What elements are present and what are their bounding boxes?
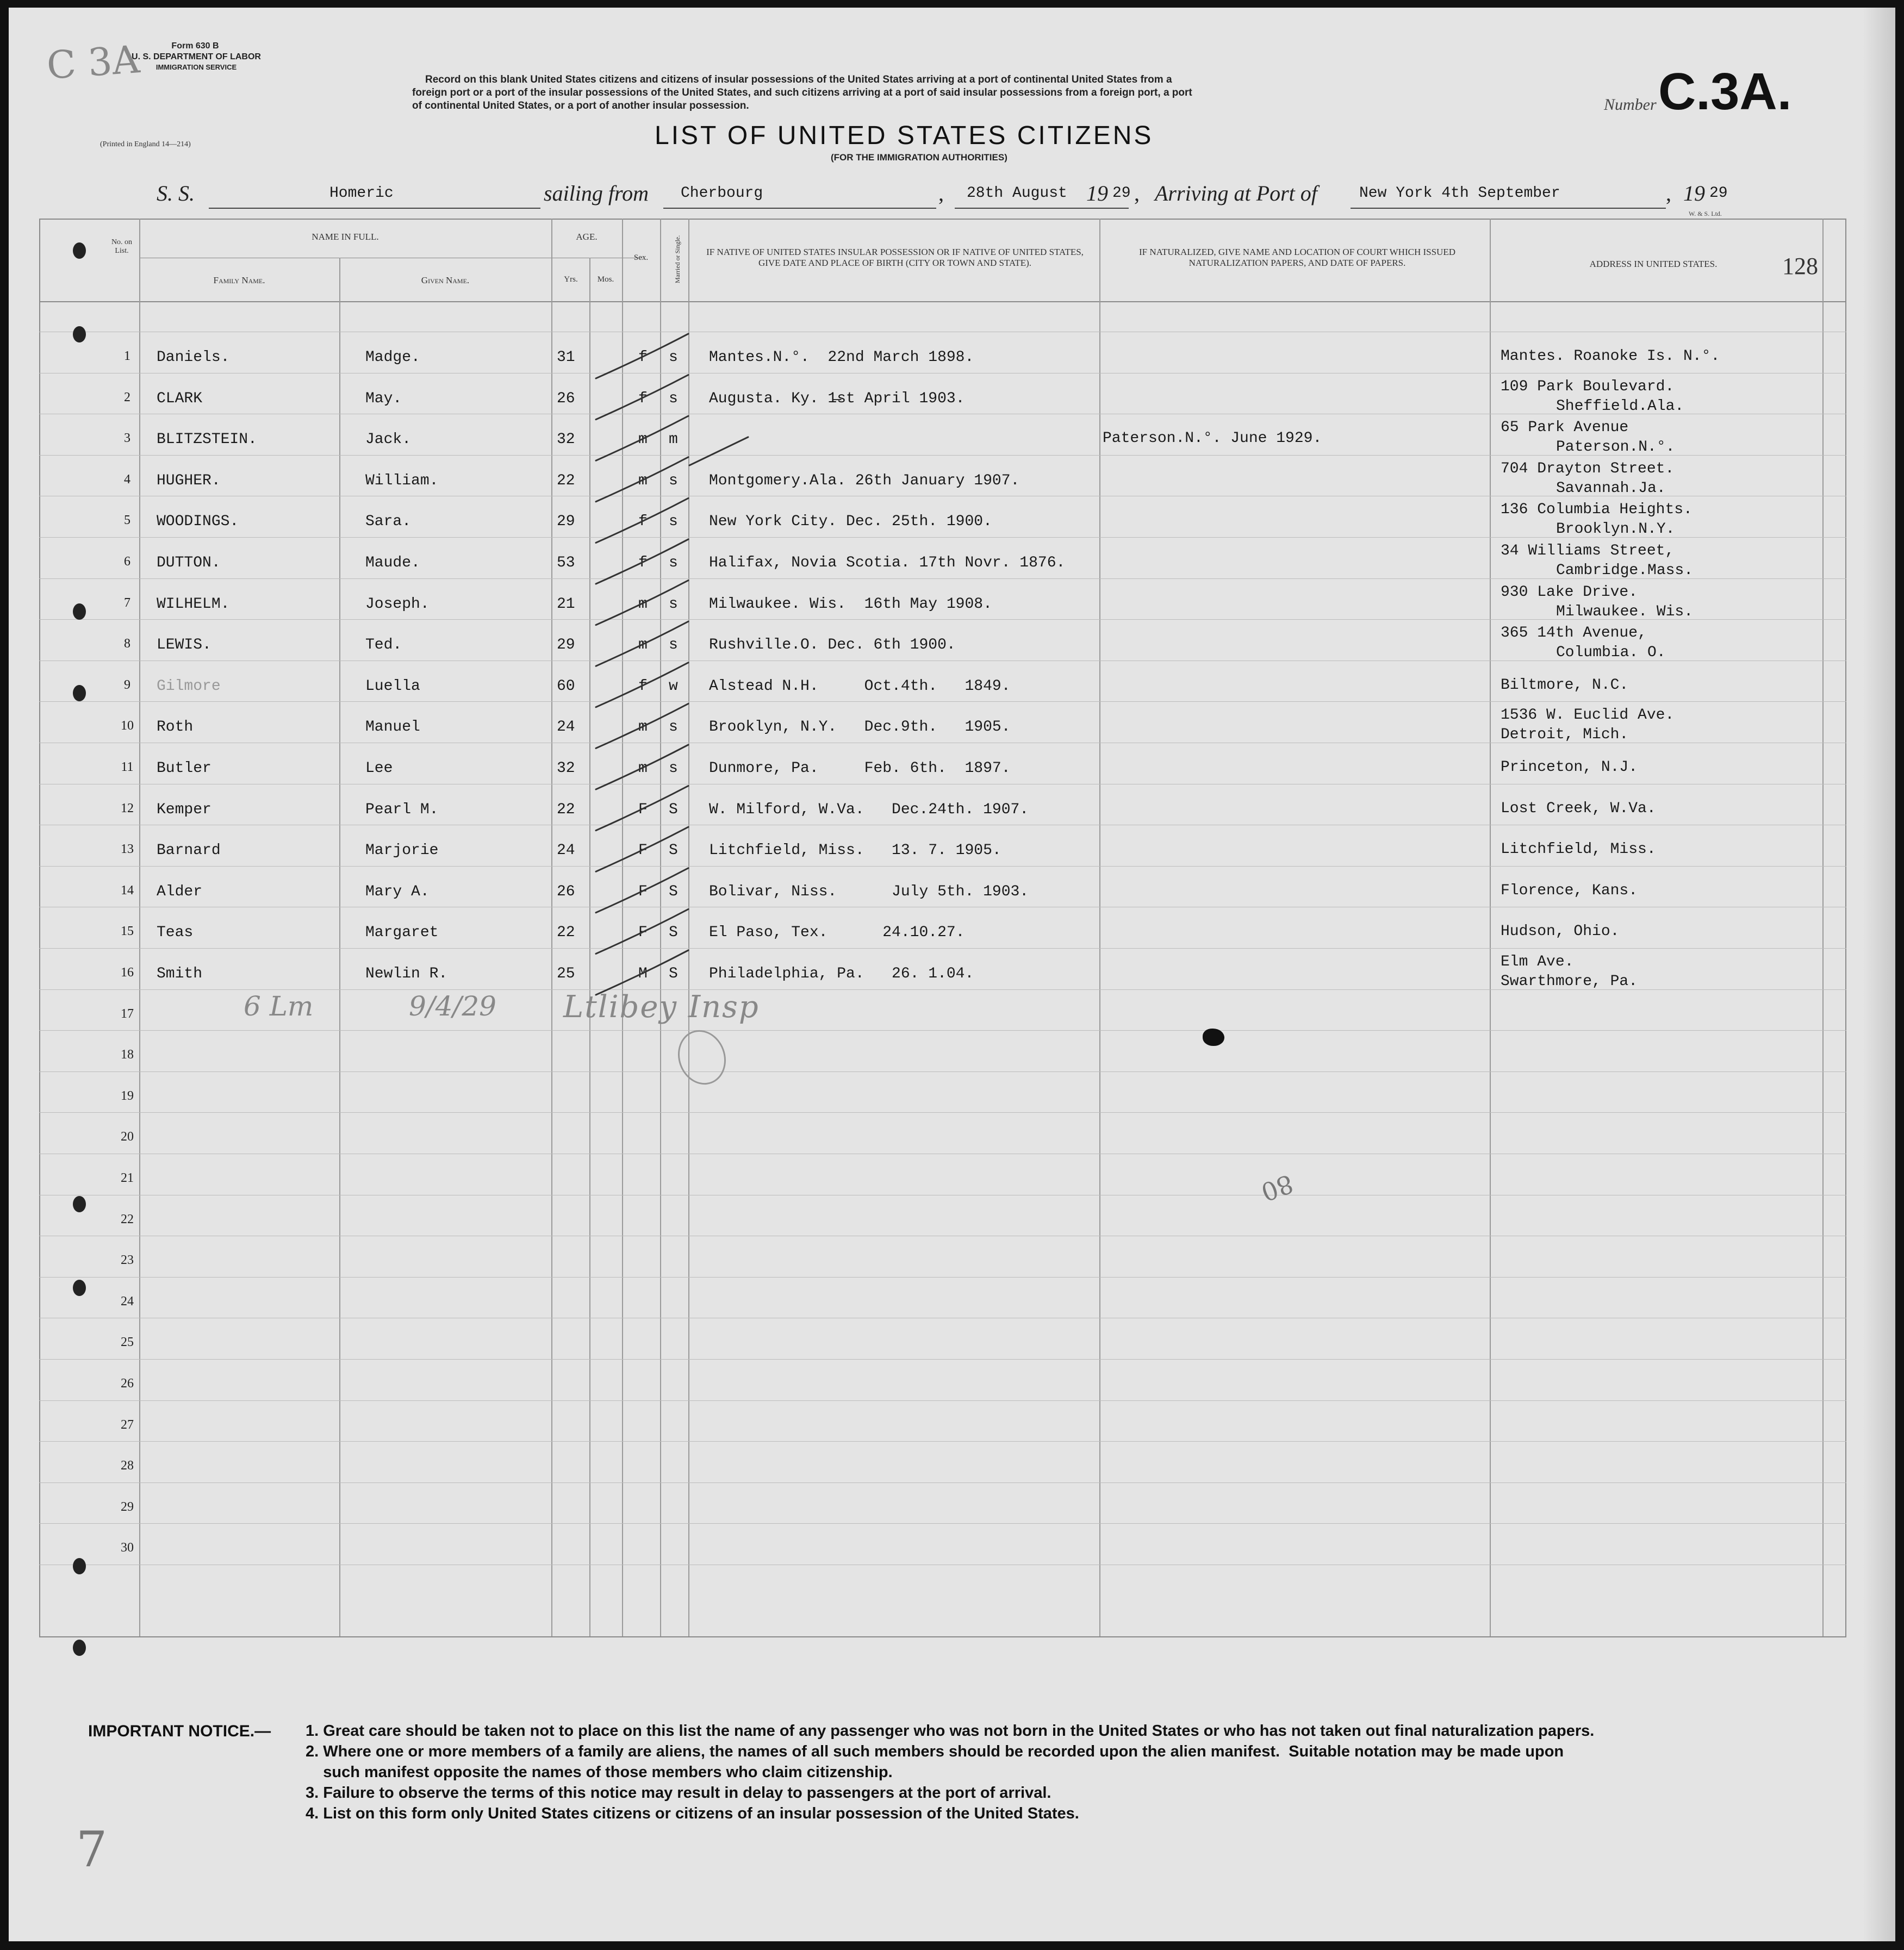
row-age: 24 bbox=[557, 719, 575, 736]
row-address-line-1: 365 14th Avenue, bbox=[1501, 625, 1647, 642]
row-address-line-1: 34 Williams Street, bbox=[1501, 543, 1675, 559]
row-family-name: WOODINGS. bbox=[157, 513, 239, 531]
row-marital: s bbox=[669, 472, 678, 489]
row-birth: Augusta. Ky. 1̶st April 1903. bbox=[709, 390, 965, 407]
row-number: 11 bbox=[121, 760, 134, 774]
col-header-family: Family Name. bbox=[213, 275, 265, 285]
row-family-name: DUTTON. bbox=[157, 555, 221, 571]
row-birth: Halifax, Novia Scotia. 17th Novr. 1876. bbox=[709, 555, 1066, 571]
row-sex: f bbox=[638, 513, 648, 531]
row-birth: El Paso, Tex. 24.10.27. bbox=[709, 924, 965, 942]
row-address-line-1: Princeton, N.J. bbox=[1501, 759, 1638, 776]
row-address-line-1: 1536 W. Euclid Ave. bbox=[1501, 707, 1675, 724]
row-number: 9 bbox=[124, 677, 130, 692]
row-marital: S bbox=[669, 883, 678, 900]
comma-2: , bbox=[1134, 181, 1140, 205]
row-birth: Brooklyn, N.Y. Dec.9th. 1905. bbox=[709, 719, 1011, 736]
annotation-bottom-left: 7 bbox=[76, 1821, 108, 1878]
row-number: 16 bbox=[121, 965, 134, 980]
check-stroke bbox=[596, 457, 688, 502]
punch-hole bbox=[73, 1640, 86, 1656]
row-address-line-2: Milwaukee. Wis. bbox=[1556, 603, 1694, 620]
row-family-name: Daniels. bbox=[157, 349, 230, 366]
check-stroke bbox=[596, 909, 688, 954]
row-address-line-2: Brooklyn.N.Y. bbox=[1556, 521, 1675, 538]
arriving-label: Arriving at Port of bbox=[1155, 181, 1317, 205]
row-given-name: Newlin R. bbox=[365, 965, 448, 982]
row-sex: m bbox=[638, 472, 648, 489]
punch-hole bbox=[73, 1280, 86, 1296]
row-birth: New York City. Dec. 25th. 1900. bbox=[709, 513, 992, 531]
row-number: 6 bbox=[124, 555, 130, 569]
row-given-name: William. bbox=[365, 472, 439, 489]
page-title: LIST OF UNITED STATES CITIZENS bbox=[655, 121, 1154, 150]
row-sex: m bbox=[638, 595, 648, 613]
check-stroke bbox=[596, 375, 688, 420]
row-sex: F bbox=[638, 842, 648, 859]
col-header-age: AGE. bbox=[576, 232, 598, 242]
number-label: Number bbox=[1604, 96, 1657, 114]
row-address-line-1: Elm Ave. bbox=[1501, 954, 1574, 970]
printer-mark: W. & S. Ltd. bbox=[1689, 210, 1722, 217]
row-marital: s bbox=[669, 637, 678, 654]
form-number: Form 630 B bbox=[171, 41, 219, 51]
row-number: 23 bbox=[121, 1253, 134, 1268]
row-marital: s bbox=[669, 349, 678, 366]
row-marital: S bbox=[669, 842, 678, 859]
row-given-name: May. bbox=[365, 390, 402, 407]
row-address-line-1: 136 Columbia Heights. bbox=[1501, 501, 1693, 519]
row-age: 21 bbox=[557, 595, 575, 613]
page-edge-shadow bbox=[1863, 8, 1895, 1941]
row-age: 26 bbox=[557, 883, 575, 900]
row-family-name: LEWIS. bbox=[157, 637, 211, 654]
page-number: 128 bbox=[1782, 253, 1818, 279]
row-marital: s bbox=[669, 390, 678, 407]
row-birth: Bolivar, Niss. July 5th. 1903. bbox=[709, 883, 1029, 900]
check-stroke bbox=[596, 950, 688, 995]
row-sex: f bbox=[638, 390, 648, 407]
row-marital: w bbox=[669, 677, 678, 695]
annotation-date: 9/4/29 bbox=[409, 990, 496, 1022]
row-birth: Alstead N.H. Oct.4th. 1849. bbox=[709, 677, 1011, 695]
row-age: 22 bbox=[557, 801, 575, 818]
row-age: 22 bbox=[557, 472, 575, 489]
row-address-line-2: Columbia. O. bbox=[1556, 644, 1666, 662]
row-address-line-1: Hudson, Ohio. bbox=[1501, 923, 1620, 940]
row-family-name: Smith bbox=[157, 965, 203, 982]
row-sex: m bbox=[638, 431, 648, 448]
row-number: 8 bbox=[124, 637, 130, 651]
year-prefix-1: 19 bbox=[1086, 181, 1108, 205]
row-age: 53 bbox=[557, 555, 575, 571]
punch-hole bbox=[73, 1558, 86, 1574]
row-family-name: Barnard bbox=[157, 842, 221, 859]
row-birth: Montgomery.Ala. 26th January 1907. bbox=[709, 472, 1020, 489]
row-address-line-2: Detroit, Mich. bbox=[1501, 726, 1629, 744]
page-subtitle: (FOR THE IMMIGRATION AUTHORITIES) bbox=[831, 152, 1007, 163]
annotation-80: 80 bbox=[1257, 1168, 1298, 1207]
year-from: 29 bbox=[1112, 185, 1131, 202]
row-family-name: Gilmore bbox=[157, 677, 221, 695]
row-birth: Milwaukee. Wis. 16th May 1908. bbox=[709, 595, 992, 613]
row-number: 25 bbox=[121, 1335, 134, 1350]
row-age: 25 bbox=[557, 965, 575, 982]
number-value: C.3A. bbox=[1658, 63, 1792, 121]
manifest-sheet bbox=[9, 8, 1895, 1941]
row-family-name: BLITZSTEIN. bbox=[157, 431, 257, 448]
row-address-line-2: Sheffield.Ala. bbox=[1556, 397, 1684, 415]
row-address-line-1: Lost Creek, W.Va. bbox=[1501, 800, 1656, 817]
col-header-mos: Mos. bbox=[597, 275, 614, 284]
instructions-line-2: foreign port or a port of the insular possessions of the United States, and such citizens arriving at a port of said insular possessions from a foreign port, a port bbox=[412, 87, 1192, 98]
row-number: 21 bbox=[121, 1171, 134, 1185]
row-age: 29 bbox=[557, 637, 575, 654]
row-address-line-1: 65 Park Avenue bbox=[1501, 419, 1629, 437]
row-age: 29 bbox=[557, 513, 575, 531]
row-sex: F bbox=[638, 801, 648, 818]
row-birth: Litchfield, Miss. 13. 7. 1905. bbox=[709, 842, 1001, 859]
row-birth: Dunmore, Pa. Feb. 6th. 1897. bbox=[709, 760, 1011, 777]
row-number: 20 bbox=[121, 1130, 134, 1144]
inspector-check-marks bbox=[9, 8, 1895, 1639]
row-marital: s bbox=[669, 595, 678, 613]
instructions-line-1: Record on this blank United States citizens and citizens of insular possessions of the United States arriving at a port of continental United States from a bbox=[425, 74, 1172, 85]
row-birth: Mantes.N.°. 22nd March 1898. bbox=[709, 349, 974, 366]
row-marital: S bbox=[669, 801, 678, 818]
row-number: 26 bbox=[121, 1376, 134, 1391]
row-address-line-2: Savannah.Ja. bbox=[1556, 479, 1666, 497]
col-header-married: Married or Single. bbox=[674, 235, 682, 284]
check-stroke bbox=[596, 663, 688, 707]
row-number: 3 bbox=[124, 431, 130, 446]
annotation-6lm: 6 Lm bbox=[244, 990, 314, 1022]
row-family-name: CLARK bbox=[157, 390, 203, 407]
row-address-line-1: 930 Lake Drive. bbox=[1501, 583, 1638, 601]
punch-hole bbox=[73, 685, 86, 701]
row-birth: Rushville.O. Dec. 6th 1900. bbox=[709, 637, 956, 654]
row-age: 31 bbox=[557, 349, 575, 366]
ink-blot bbox=[1203, 1029, 1224, 1046]
row-given-name: Marjorie bbox=[365, 842, 439, 859]
row-given-name: Luella bbox=[365, 677, 420, 695]
row-age: 60 bbox=[557, 677, 575, 695]
row-sex: f bbox=[638, 677, 648, 695]
check-stroke bbox=[596, 498, 688, 543]
year-to: 29 bbox=[1709, 185, 1728, 202]
service-name: IMMIGRATION SERVICE bbox=[155, 63, 237, 71]
row-given-name: Madge. bbox=[365, 349, 420, 366]
row-age: 26 bbox=[557, 390, 575, 407]
col-header-sex: Sex. bbox=[633, 253, 649, 262]
col-header-address: ADDRESS IN UNITED STATES. bbox=[1589, 259, 1718, 269]
row-marital: m bbox=[669, 431, 678, 448]
row-address-line-1: Florence, Kans. bbox=[1501, 882, 1638, 899]
year-prefix-2: 19 bbox=[1683, 181, 1705, 205]
row-given-name: Jack. bbox=[365, 431, 412, 448]
row-address-line-2: Swarthmore, Pa. bbox=[1501, 973, 1638, 990]
row-marital: s bbox=[669, 513, 678, 531]
check-stroke bbox=[596, 581, 688, 625]
row-sex: m bbox=[638, 719, 648, 736]
comma-1: , bbox=[938, 181, 944, 205]
row-birth: W. Milford, W.Va. Dec.24th. 1907. bbox=[709, 801, 1029, 818]
port-to: New York 4th September bbox=[1359, 185, 1560, 202]
col-header-given: Given Name. bbox=[421, 275, 470, 285]
check-stroke bbox=[596, 539, 688, 584]
row-address-line-1: 704 Drayton Street. bbox=[1501, 460, 1675, 477]
row-sex: m bbox=[638, 760, 648, 777]
row-sex: m bbox=[638, 637, 648, 654]
inspector-signature: Ltlibey Insp bbox=[563, 989, 760, 1025]
instructions-line-3: of continental United States, or a port of another insular possession. bbox=[412, 100, 749, 111]
row-birth: Philadelphia, Pa. 26. 1.04. bbox=[709, 965, 974, 982]
row-given-name: Sara. bbox=[365, 513, 412, 531]
col-header-naturalized: IF NATURALIZED, GIVE NAME AND LOCATION OF COURT WHICH ISSUED NATURALIZATION PAPERS, AND DATE OF PAPERS. bbox=[1138, 247, 1455, 268]
ship-name: Homeric bbox=[329, 185, 394, 202]
printed-note: (Printed in England 14—214) bbox=[100, 140, 191, 148]
notice-item-1: 1. Great care should be taken not to place on this list the name of any passenger who was not born in the United States or who has not taken out final naturalization papers. bbox=[306, 1722, 1595, 1740]
department-name: U. S. DEPARTMENT OF LABOR bbox=[132, 52, 261, 61]
row-family-name: Butler bbox=[157, 760, 211, 777]
row-number: 24 bbox=[121, 1294, 134, 1309]
row-sex: f bbox=[638, 555, 648, 571]
row-marital: S bbox=[669, 924, 678, 942]
row-number: 2 bbox=[124, 390, 130, 404]
row-address-line-1: 109 Park Boulevard. bbox=[1501, 378, 1675, 395]
row-given-name: Lee bbox=[365, 760, 393, 777]
row-number: 30 bbox=[121, 1541, 134, 1555]
row-number: 28 bbox=[121, 1459, 134, 1473]
check-stroke bbox=[596, 621, 688, 666]
corner-handwritten-mark: C 3A bbox=[45, 37, 141, 88]
row-number: 12 bbox=[121, 801, 134, 815]
col-header-name: NAME IN FULL. bbox=[312, 232, 379, 242]
port-from: Cherbourg bbox=[681, 185, 763, 202]
notice-label: IMPORTANT NOTICE.— bbox=[88, 1722, 271, 1740]
row-number: 15 bbox=[121, 924, 134, 939]
row-number: 18 bbox=[121, 1048, 134, 1062]
punch-hole bbox=[73, 242, 86, 259]
row-family-name: HUGHER. bbox=[157, 472, 221, 489]
row-marital: s bbox=[669, 719, 678, 736]
check-stroke bbox=[689, 437, 748, 465]
row-address-line-1: Litchfield, Miss. bbox=[1501, 841, 1656, 858]
row-given-name: Maude. bbox=[365, 555, 420, 571]
punch-hole bbox=[73, 603, 86, 620]
check-stroke bbox=[596, 703, 688, 748]
row-number: 17 bbox=[121, 1006, 134, 1021]
row-age: 32 bbox=[557, 760, 575, 777]
row-number: 14 bbox=[121, 883, 134, 898]
notice-item-4: 4. List on this form only United States citizens or citizens of an insular possession of the United States. bbox=[306, 1805, 1079, 1822]
row-given-name: Pearl M. bbox=[365, 801, 439, 818]
col-header-yrs: Yrs. bbox=[564, 275, 578, 284]
row-given-name: Mary A. bbox=[365, 883, 430, 900]
notice-item-3: 3. Failure to observe the terms of this notice may result in delay to passengers at the port of arrival. bbox=[306, 1784, 1051, 1802]
check-stroke bbox=[596, 745, 688, 789]
row-number: 13 bbox=[121, 842, 134, 857]
punch-hole bbox=[73, 326, 86, 342]
col-header-birth: IF NATIVE OF UNITED STATES INSULAR POSSESSION OR IF NATIVE OF UNITED STATES, GIVE DATE AND PLACE OF BIRTH (CITY OR TOWN AND STATE). bbox=[706, 247, 1084, 268]
row-number: 1 bbox=[124, 349, 130, 363]
row-address-line-1: Mantes. Roanoke Is. N.°. bbox=[1501, 348, 1720, 365]
row-address-line-1: Biltmore, N.C. bbox=[1501, 676, 1629, 694]
row-family-name: Alder bbox=[157, 883, 203, 900]
row-address-line-2: Paterson.N.°. bbox=[1556, 439, 1675, 456]
row-family-name: Kemper bbox=[157, 801, 211, 818]
row-naturalized: Paterson.N.°. June 1929. bbox=[1103, 430, 1322, 447]
row-number: 29 bbox=[121, 1499, 134, 1514]
punch-hole bbox=[73, 1196, 86, 1212]
row-marital: S bbox=[669, 965, 678, 982]
check-stroke bbox=[596, 827, 688, 871]
row-sex: F bbox=[638, 924, 648, 942]
row-number: 4 bbox=[124, 472, 130, 487]
check-stroke bbox=[596, 786, 688, 831]
row-given-name: Ted. bbox=[365, 637, 402, 654]
row-age: 24 bbox=[557, 842, 575, 859]
row-sex: f bbox=[638, 349, 648, 366]
row-sex: F bbox=[638, 883, 648, 900]
comma-3: , bbox=[1666, 181, 1671, 205]
row-age: 32 bbox=[557, 431, 575, 448]
check-stroke bbox=[596, 868, 688, 913]
row-number: 5 bbox=[124, 513, 130, 528]
row-marital: s bbox=[669, 555, 678, 571]
row-marital: s bbox=[669, 760, 678, 777]
row-number: 22 bbox=[121, 1212, 134, 1226]
row-given-name: Margaret bbox=[365, 924, 439, 942]
row-number: 10 bbox=[121, 719, 134, 733]
col-header-no: No. on List. bbox=[111, 238, 133, 256]
row-number: 7 bbox=[124, 595, 130, 610]
row-number: 19 bbox=[121, 1088, 134, 1103]
ss-label: S. S. bbox=[157, 181, 195, 205]
notice-item-2b: such manifest opposite the names of those members who claim citizenship. bbox=[306, 1764, 893, 1781]
sailing-label: sailing from bbox=[544, 181, 649, 205]
row-age: 22 bbox=[557, 924, 575, 942]
row-given-name: Manuel bbox=[365, 719, 420, 736]
row-family-name: Roth bbox=[157, 719, 194, 736]
date-from: 28th August bbox=[967, 185, 1067, 202]
row-sex: M bbox=[638, 965, 648, 982]
notice-item-2: 2. Where one or more members of a family are aliens, the names of all such members should be recorded upon the alien manifest. Suitable notation may be made upon bbox=[306, 1743, 1564, 1760]
check-stroke bbox=[596, 334, 688, 378]
check-stroke bbox=[596, 416, 688, 460]
row-family-name: WILHELM. bbox=[157, 595, 230, 613]
row-given-name: Joseph. bbox=[365, 595, 430, 613]
row-family-name: Teas bbox=[157, 924, 194, 942]
row-number: 27 bbox=[121, 1417, 134, 1432]
row-address-line-2: Cambridge.Mass. bbox=[1556, 562, 1694, 579]
